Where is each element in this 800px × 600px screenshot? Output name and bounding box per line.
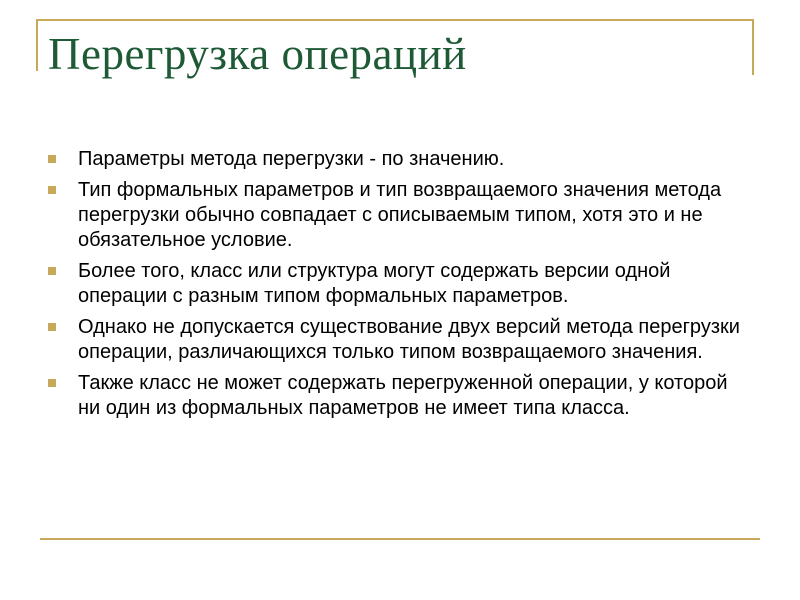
bullet-text: Параметры метода перегрузки - по значению. [78, 148, 505, 170]
slide-title: Перегрузка операций [48, 29, 467, 79]
frame-left-line [36, 19, 38, 71]
bullet-text: Тип формальных параметров и тип возвращаемого значения метода перегрузки обычно совпадает с описываемым типом, хотя это и не обязательное условие. [78, 179, 722, 251]
bullet-text: Также класс не может содержать перегруженной операции, у которой ни один из формальных параметров не имеет типа класса. [78, 372, 728, 419]
bullet-square-icon [48, 323, 56, 331]
bullet-item [48, 259, 748, 309]
bullet-square-icon [48, 267, 56, 275]
bullet-square-icon [48, 186, 56, 194]
bullet-item [48, 315, 748, 365]
bullet-item [48, 147, 748, 172]
frame-top-line [36, 19, 754, 21]
bullet-text: Однако не допускается существование двух версий метода перегрузки операции, различающихся только типом возвращаемого значения. [78, 316, 740, 363]
bullet-square-icon [48, 379, 56, 387]
bullet-item [48, 371, 748, 421]
bullet-text: Более того, класс или структура могут содержать версии одной операции с разным типом формальных параметров. [78, 260, 671, 307]
bullet-list [48, 147, 748, 427]
bullet-square-icon [48, 155, 56, 163]
bullet-item [48, 178, 748, 253]
frame-right-line [752, 19, 754, 75]
frame-bottom-line [40, 538, 760, 540]
